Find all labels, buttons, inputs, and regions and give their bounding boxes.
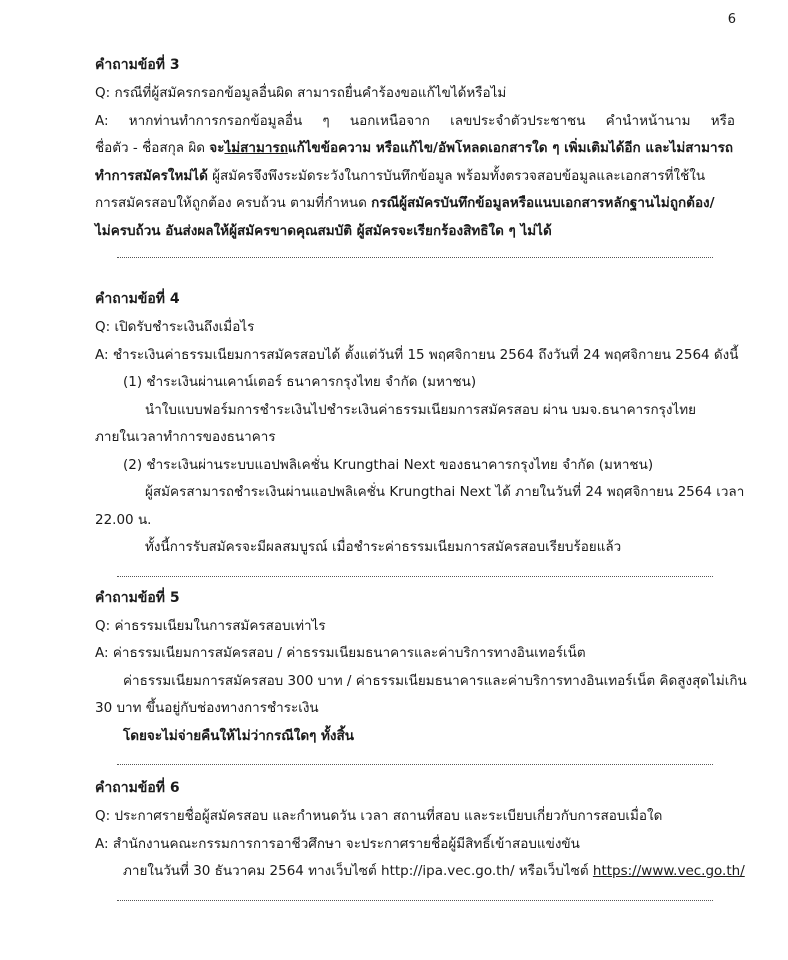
question-text-6: Q: ประกาศรายชื่อผู้สมัครสอบ และกำหนดวัน เวลา สถานที่สอบ และระเบียบเกี่ยวกับการสอบเมื่อใด — [95, 808, 663, 824]
document-body — [95, 50, 747, 901]
faq-section-6 — [95, 773, 745, 901]
faq-section-4 — [95, 284, 745, 577]
answer-underlined-text: ไม่สามารถ — [224, 140, 288, 156]
announcement-text: ภายในวันที่ 30 ธันวาคม 2564 ทางเว็บไซต์ http://ipa.vec.go.th/ หรือเว็บไซต์ — [123, 863, 593, 879]
dotted-separator — [117, 764, 713, 765]
question-text-4: Q: เปิดรับชำระเงินถึงเมื่อไร — [95, 319, 255, 335]
answer-text: ผู้สมัครจึงพึงระมัดระวังในการบันทึกข้อมูล พร้อมทั้งตรวจสอบข้อมูลและเอกสารที่ใช้ใน — [207, 167, 706, 184]
answer-line-3-3 — [95, 163, 735, 191]
payment-option-2-desc: ผู้สมัครสามารถชำระเงินผ่านแอปพลิเคชั่น Krungthai Next ได้ ภายในวันที่ 24 พฤศจิกายน 2564 เวลา — [145, 484, 745, 500]
answer-text: การสมัครสอบให้ถูกต้อง ครบถ้วน ตามที่กำหนด — [95, 195, 372, 211]
answer-text-5: A: ค่าธรรมเนียมการสมัครสอบ / ค่าธรรมเนียมธนาคารและค่าบริการทางอินเทอร์เน็ต — [95, 645, 586, 661]
vec-website-link[interactable]: https://www.vec.go.th/ — [592, 863, 745, 879]
payment-option-1-desc: นำใบแบบฟอร์มการชำระเงินไปชำระเงินค่าธรรมเนียมการสมัครสอบ ผ่าน บมจ.ธนาคารกรุงไทย — [145, 401, 697, 418]
question-text-3: Q: กรณีที่ผู้สมัครกรอกข้อมูลอื่นผิด สามารถยื่นคำร้องขอแก้ไขได้หรือไม่ — [95, 85, 507, 101]
answer-line-3-5: ไม่ครบถ้วน อันส่งผลให้ผู้สมัครขาดคุณสมบัติ ผู้สมัครจะเรียกร้องสิทธิใด ๆ ไม่ได้ — [95, 222, 552, 239]
question-text-5: Q: ค่าธรรมเนียมในการสมัครสอบเท่าไร — [95, 617, 326, 634]
answer-bold-text: จะ — [209, 140, 225, 156]
question-title-4: คำถามข้อที่ 4 — [95, 291, 180, 307]
question-title-6: คำถามข้อที่ 6 — [95, 780, 180, 796]
no-refund-note: โดยจะไม่จ่ายคืนให้ไม่ว่ากรณีใดๆ ทั้งสิ้น — [123, 727, 354, 744]
dotted-separator — [117, 257, 713, 258]
answer-line-3-1: A: หากท่านทำการกรอกข้อมูลอื่น ๆ นอกเหนือจาก เลขประจำตัวประชาชน คำนำหน้านาม หรือ — [95, 112, 735, 129]
answer-text-4: A: ชำระเงินค่าธรรมเนียมการสมัครสอบได้ ตั้งแต่วันที่ 15 พฤศจิกายน 2564 ถึงวันที่ 24 พฤศจิกายน 2564 ดังนี้ — [95, 346, 739, 363]
fee-detail: ค่าธรรมเนียมการสมัครสอบ 300 บาท / ค่าธรรมเนียมธนาคารและค่าบริการทางอินเทอร์เน็ต คิดสูงสุดไม่เกิน — [123, 672, 747, 689]
payment-option-1-title: (1) ชำระเงินผ่านเคาน์เตอร์ ธนาคารกรุงไทย จำกัด (มหาชน) — [123, 374, 477, 390]
payment-option-2-desc-cont: 22.00 น. — [95, 511, 152, 528]
answer-text-6: A: สำนักงานคณะกรรมการการอาชีวศึกษา จะประกาศรายชื่อผู้มีสิทธิ์เข้าสอบแข่งขัน — [95, 835, 580, 852]
fee-detail-cont: 30 บาท ขึ้นอยู่กับช่องทางการชำระเงิน — [95, 700, 319, 716]
answer-bold-text: แก้ไขข้อความ หรือแก้ไข/อัพโหลดเอกสารใด ๆ เพิ่มเติมได้อีก และไม่สามารถ — [287, 140, 734, 156]
answer-bold-text: กรณีผู้สมัครบันทึกข้อมูลหรือแนบเอกสารหลักฐานไม่ถูกต้อง/ — [371, 195, 715, 211]
payment-option-1-desc-cont: ภายในเวลาทำการของธนาคาร — [95, 429, 276, 445]
payment-option-2-title: (2) ชำระเงินผ่านระบบแอปพลิเคชั่น Krungthai Next ของธนาคารกรุงไทย จำกัด (มหาชน) — [123, 456, 654, 473]
announcement-detail — [95, 858, 745, 886]
faq-section-5 — [95, 583, 747, 766]
faq-section-3 — [95, 50, 735, 258]
page-number: 6 — [727, 12, 736, 27]
answer-line-3-2 — [95, 135, 735, 163]
question-title-3: คำถามข้อที่ 3 — [95, 57, 180, 73]
question-title-5: คำถามข้อที่ 5 — [95, 589, 180, 606]
answer-line-3-4 — [95, 190, 735, 218]
answer-bold-text: ทำการสมัครใหม่ได้ — [95, 167, 208, 184]
dotted-separator — [117, 900, 713, 901]
payment-note: ทั้งนี้การรับสมัครจะมีผลสมบูรณ์ เมื่อชำระค่าธรรมเนียมการสมัครสอบเรียบร้อยแล้ว — [145, 539, 622, 555]
dotted-separator — [117, 576, 713, 577]
answer-text: ชื่อตัว - ชื่อสกุล ผิด — [95, 140, 210, 156]
